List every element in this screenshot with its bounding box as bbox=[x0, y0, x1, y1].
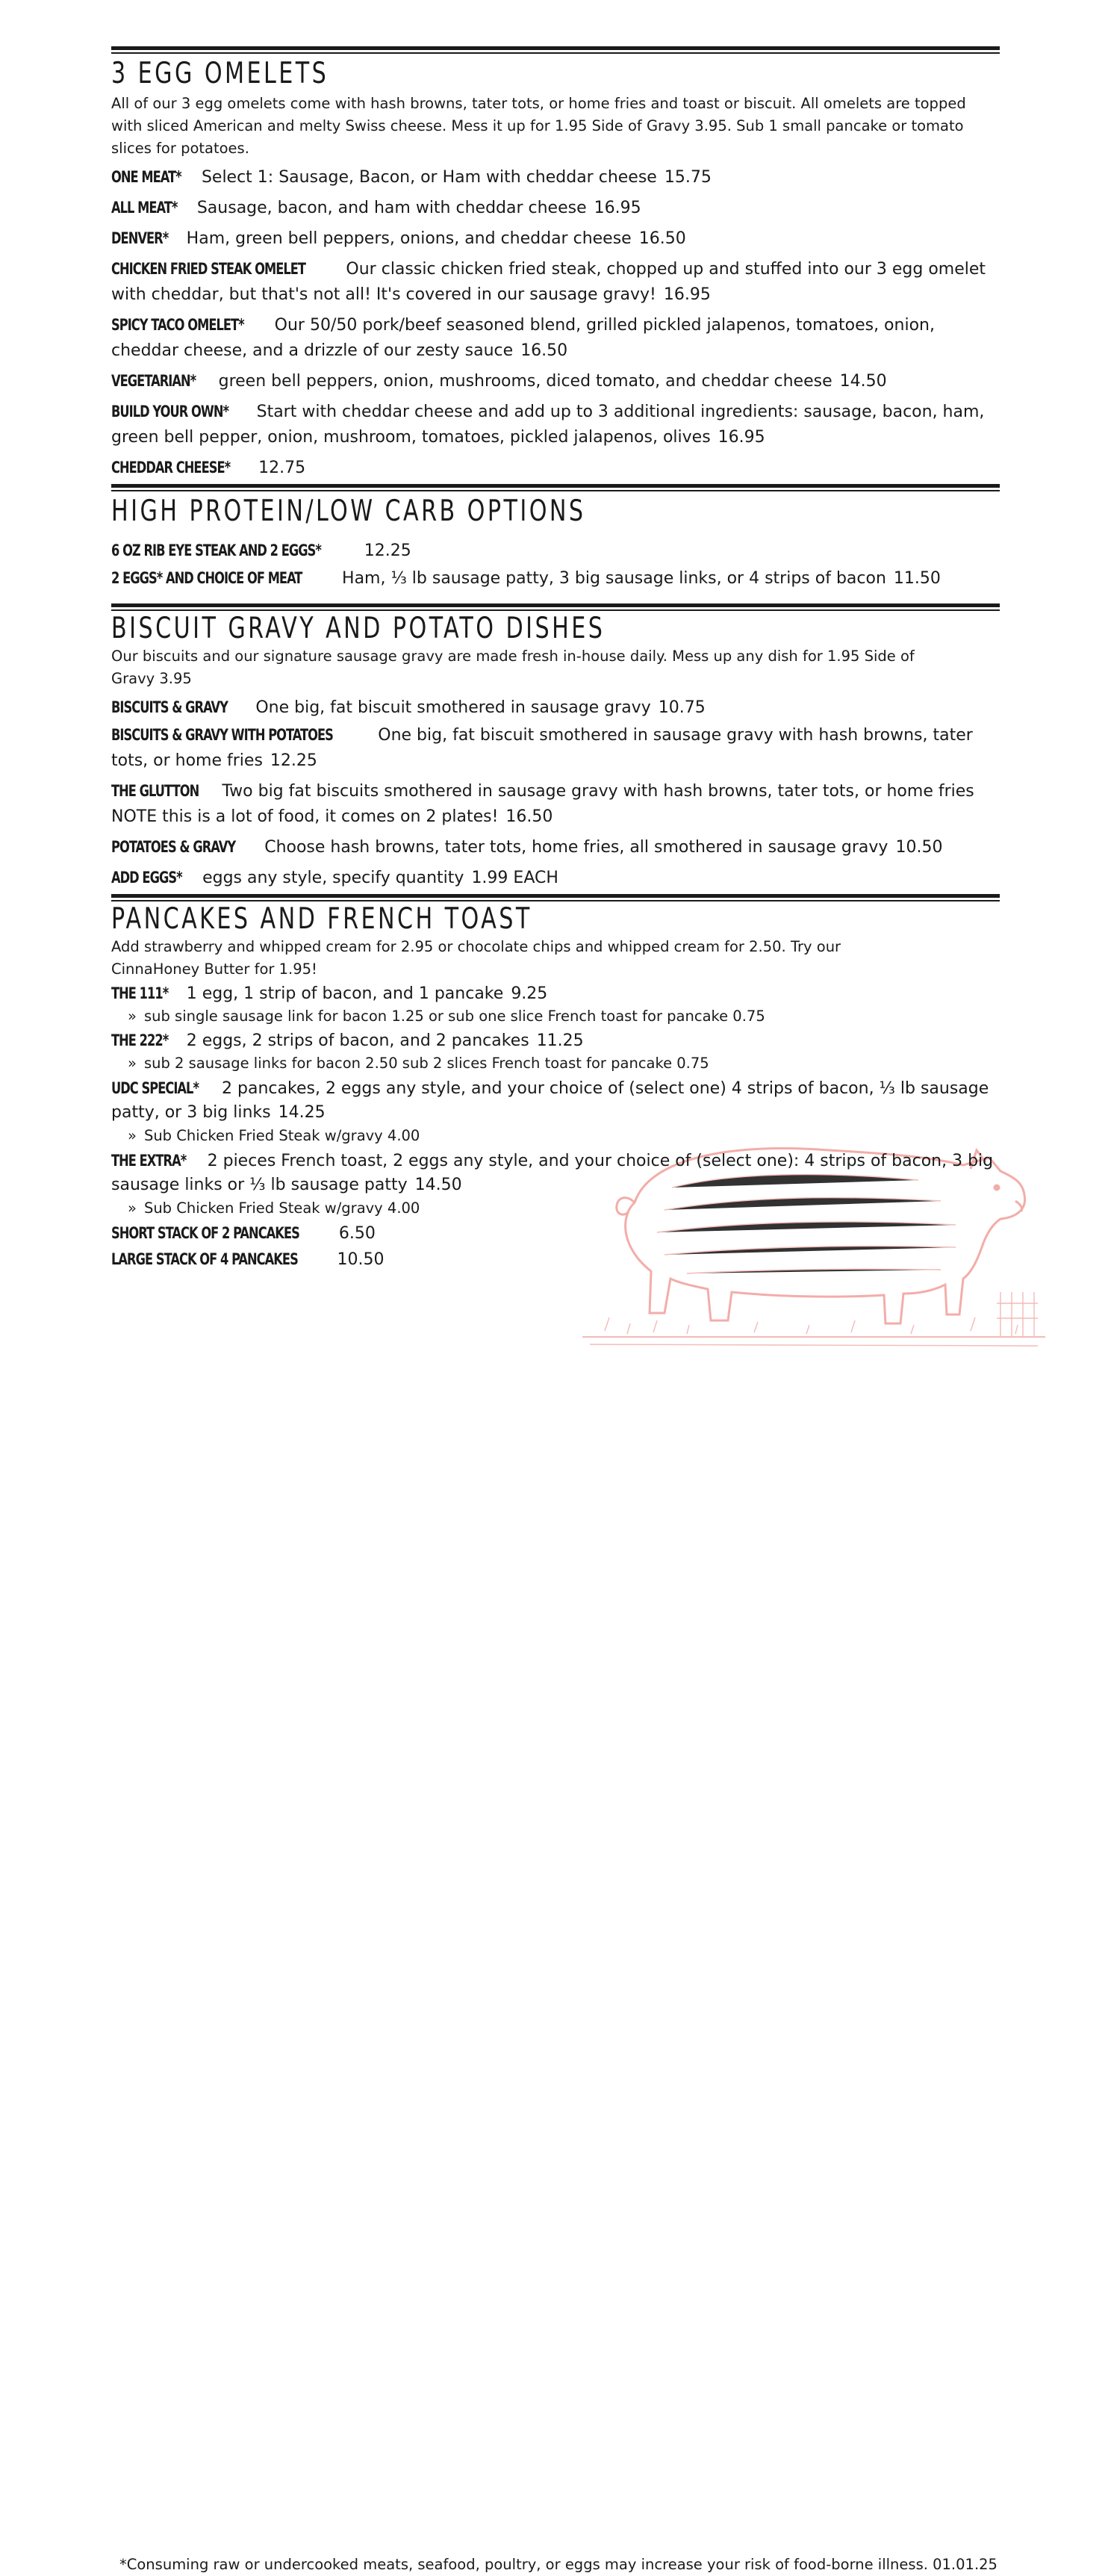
section-protein bbox=[111, 493, 1000, 592]
section-title: 3 EGG OMELETS bbox=[111, 57, 329, 90]
item-price: 10.50 bbox=[895, 838, 943, 857]
item-name: BUILD YOUR OWN* bbox=[111, 403, 229, 420]
item-price: 16.50 bbox=[638, 229, 686, 248]
item-option bbox=[128, 1197, 1000, 1220]
section-omelets bbox=[111, 55, 1000, 481]
item-name: POTATOES & GRAVY bbox=[111, 838, 236, 856]
item-price: 14.50 bbox=[839, 372, 887, 391]
option-marker: » bbox=[128, 1199, 137, 1217]
item-option bbox=[128, 1052, 1000, 1075]
menu-item bbox=[111, 982, 1000, 1005]
item-price: 16.50 bbox=[520, 341, 568, 360]
item-name: ALL MEAT* bbox=[111, 199, 178, 217]
item-price: 16.95 bbox=[663, 285, 711, 304]
item-price: 16.95 bbox=[594, 199, 641, 217]
menu-item bbox=[111, 1221, 1000, 1246]
item-price: 15.75 bbox=[664, 168, 712, 187]
menu-item bbox=[111, 455, 1000, 481]
item-name: THE 111* bbox=[111, 984, 169, 1002]
item-list bbox=[111, 164, 1000, 481]
item-option bbox=[128, 1125, 1000, 1147]
section-title: BISCUIT GRAVY AND POTATO DISHES bbox=[111, 612, 606, 645]
item-name: CHEDDAR CHEESE* bbox=[111, 459, 231, 477]
item-name: LARGE STACK OF 4 PANCAKES bbox=[111, 1250, 298, 1268]
menu-item bbox=[111, 722, 1000, 774]
menu-item bbox=[111, 226, 1000, 252]
menu-item bbox=[111, 865, 1000, 891]
item-description: 2 pieces French toast, 2 eggs any style, and your choice of (select one): 4 strips of bacon, 3 big sausage links or ⅓ lb sausage patty bbox=[111, 1152, 994, 1194]
item-description: Two big fat biscuits smothered in sausage gravy with hash browns, tater tots, or home fries NOTE this is a lot of food, it comes on 2 plates! bbox=[111, 782, 974, 826]
menu-item bbox=[111, 195, 1000, 221]
item-price: 12.25 bbox=[364, 541, 411, 560]
item-description: eggs any style, specify quantity bbox=[202, 869, 464, 887]
item-price: 10.50 bbox=[337, 1250, 385, 1269]
menu-item bbox=[111, 834, 1000, 860]
section-pancakes bbox=[111, 903, 1000, 1272]
section-divider bbox=[111, 46, 1000, 55]
item-description: 2 eggs, 2 strips of bacon, and 2 pancakes bbox=[186, 1031, 529, 1050]
item-description: 1 egg, 1 strip of bacon, and 1 pancake bbox=[186, 984, 504, 1003]
item-description: One big, fat biscuit smothered in sausage gravy with hash browns, tater tots, or home fries bbox=[111, 726, 973, 770]
menu-item bbox=[111, 256, 1000, 308]
item-price: 16.95 bbox=[718, 428, 765, 447]
item-price: 1.99 EACH bbox=[471, 869, 558, 887]
item-price: 12.75 bbox=[258, 459, 306, 477]
section-divider bbox=[111, 484, 1000, 493]
menu-page bbox=[111, 46, 1000, 1272]
option-text: sub 2 sausage links for bacon 2.50 sub 2 slices French toast for pancake 0.75 bbox=[143, 1055, 709, 1072]
item-name: THE GLUTTON bbox=[111, 782, 199, 800]
item-price: 14.25 bbox=[278, 1103, 326, 1122]
section-intro: All of our 3 egg omelets come with hash browns, tater tots, or home fries and toast or biscuit. All omelets are topped with sliced American and melty Swiss cheese. Mess it up for 1.95 Side of Gravy 3.95. Sub 1 small pancake or tomato slices for potatoes. bbox=[111, 95, 966, 157]
item-name: 2 EGGS* AND CHOICE OF MEAT bbox=[111, 569, 302, 587]
option-marker: » bbox=[128, 1127, 137, 1144]
item-description: Sausage, bacon, and ham with cheddar cheese bbox=[196, 199, 587, 217]
menu-item bbox=[111, 399, 1000, 450]
item-name: ADD EGGS* bbox=[111, 869, 182, 887]
option-marker: » bbox=[128, 1055, 137, 1072]
item-description: 2 pancakes, 2 eggs any style, and your choice of (select one) 4 strips of bacon, ⅓ lb sausage patty, or 3 big links bbox=[111, 1079, 989, 1122]
item-price: 14.50 bbox=[414, 1176, 462, 1194]
option-text: sub single sausage link for bacon 1.25 or sub one slice French toast for pancake 0.75 bbox=[143, 1008, 765, 1025]
item-name: SHORT STACK OF 2 PANCAKES bbox=[111, 1224, 299, 1242]
raw-food-disclaimer: *Consuming raw or undercooked meats, seafood, poultry, or eggs may increase your risk of food-borne illness. 01.01.25 bbox=[119, 2556, 997, 2573]
option-marker: » bbox=[128, 1008, 137, 1025]
option-text: Sub Chicken Fried Steak w/gravy 4.00 bbox=[143, 1199, 420, 1217]
item-option bbox=[128, 1005, 1000, 1028]
item-description: Select 1: Sausage, Bacon, or Ham with cheddar cheese bbox=[201, 168, 657, 187]
menu-item bbox=[111, 538, 1000, 564]
menu-item bbox=[111, 1029, 1000, 1052]
menu-item bbox=[111, 1076, 1000, 1125]
item-name: BISCUITS & GRAVY WITH POTATOES bbox=[111, 726, 333, 744]
item-price: 9.25 bbox=[511, 984, 548, 1003]
item-name: BISCUITS & GRAVY bbox=[111, 698, 228, 716]
item-name: VEGETARIAN* bbox=[111, 372, 196, 390]
section-title: HIGH PROTEIN/LOW CARB OPTIONS bbox=[111, 494, 586, 528]
section-biscuit bbox=[111, 612, 1000, 891]
item-name: CHICKEN FRIED STEAK OMELET bbox=[111, 260, 306, 278]
item-description: Ham, ⅓ lb sausage patty, 3 big sausage links, or 4 strips of bacon bbox=[342, 569, 886, 588]
item-price: 6.50 bbox=[338, 1224, 376, 1243]
item-description: One big, fat biscuit smothered in sausage gravy bbox=[255, 698, 651, 717]
section-title: PANCAKES AND FRENCH TOAST bbox=[111, 902, 532, 936]
option-text: Sub Chicken Fried Steak w/gravy 4.00 bbox=[143, 1127, 420, 1144]
item-price: 11.50 bbox=[893, 569, 941, 588]
item-description: Ham, green bell peppers, onions, and cheddar cheese bbox=[186, 229, 632, 248]
item-name: UDC SPECIAL* bbox=[111, 1079, 199, 1097]
menu-item bbox=[111, 778, 1000, 830]
item-name: THE EXTRA* bbox=[111, 1152, 187, 1170]
item-price: 10.75 bbox=[658, 698, 706, 717]
item-price: 12.25 bbox=[270, 751, 317, 770]
menu-item bbox=[111, 1149, 1000, 1197]
item-description: Choose hash browns, tater tots, home fries, all smothered in sausage gravy bbox=[264, 838, 888, 857]
item-name: THE 222* bbox=[111, 1031, 169, 1049]
item-description: Start with cheddar cheese and add up to 3 additional ingredients: sausage, bacon, ham, green bell pepper, onion, mushroom, tomatoes, pickled jalapenos, olives bbox=[111, 403, 985, 447]
item-name: ONE MEAT* bbox=[111, 168, 181, 186]
section-intro: Add strawberry and whipped cream for 2.95 or chocolate chips and whipped cream for 2.50. Try our CinnaHoney Butter for 1.95! bbox=[111, 938, 841, 978]
menu-item bbox=[111, 565, 1000, 592]
item-description: Our 50/50 pork/beef seasoned blend, grilled pickled jalapenos, tomatoes, onion, cheddar cheese, and a drizzle of our zesty sauce bbox=[111, 316, 935, 360]
item-name: 6 OZ RIB EYE STEAK AND 2 EGGS* bbox=[111, 541, 321, 559]
menu-item bbox=[111, 368, 1000, 394]
menu-item bbox=[111, 1247, 1000, 1272]
item-price: 16.50 bbox=[505, 807, 553, 826]
menu-item bbox=[111, 312, 1000, 364]
item-name: DENVER* bbox=[111, 229, 169, 247]
item-name: SPICY TACO OMELET* bbox=[111, 316, 244, 334]
menu-item bbox=[111, 695, 1000, 721]
menu-item bbox=[111, 164, 1000, 190]
item-price: 11.25 bbox=[536, 1031, 584, 1050]
item-description: Our classic chicken fried steak, chopped up and stuffed into our 3 egg omelet with cheddar, but that's not all! It's covered in our sausage gravy! bbox=[111, 260, 986, 304]
section-intro: Our biscuits and our signature sausage gravy are made fresh in-house daily. Mess up any dish for 1.95 Side of Gravy 3.95 bbox=[111, 648, 915, 687]
item-description: green bell peppers, onion, mushrooms, diced tomato, and cheddar cheese bbox=[218, 372, 832, 391]
